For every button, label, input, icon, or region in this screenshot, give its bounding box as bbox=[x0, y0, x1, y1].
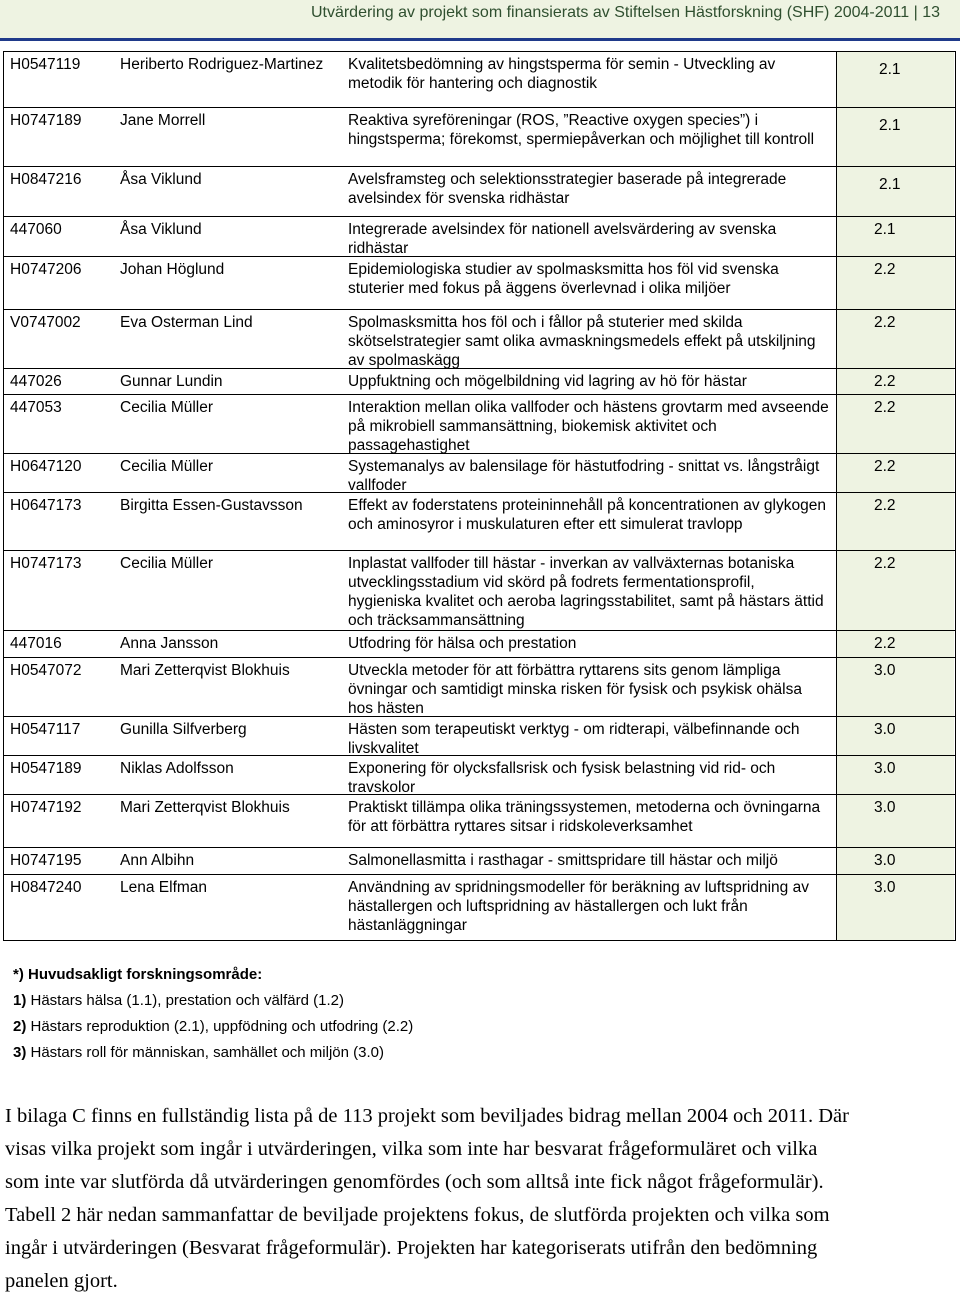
research-area bbox=[837, 493, 954, 550]
table-row bbox=[4, 453, 955, 492]
project-id: H0747189 bbox=[10, 112, 82, 129]
research-area-code: 2.1 bbox=[879, 61, 901, 78]
research-area bbox=[837, 717, 954, 755]
researcher-name: Gunnar Lundin bbox=[120, 373, 223, 390]
research-area-code: 2.2 bbox=[874, 635, 896, 652]
page-header bbox=[0, 0, 960, 38]
table-row bbox=[4, 394, 955, 453]
research-area bbox=[837, 369, 954, 394]
project-id: 447060 bbox=[10, 221, 62, 238]
table-row bbox=[4, 847, 955, 874]
project-title: Systemanalys av balensilage för hästutfodring - snittat vs. långstråigt vallfoder bbox=[342, 454, 837, 492]
researcher-name: Cecilia Müller bbox=[120, 458, 214, 475]
project-title: Inplastat vallfoder till hästar - inverkan av vallväxternas botaniska utvecklingsstadium vid skörd på fodrets fermentationsprofil, hygieniska kvalitet och aeroba lagringsstabilitet, samt på hästars ättid och träcksammansättning bbox=[342, 551, 837, 630]
project-id: H0747195 bbox=[10, 852, 82, 869]
footnote-item bbox=[13, 1014, 413, 1040]
project-title: Utveckla metoder för att förbättra ryttarens sits genom lämpliga övningar och samtidigt minska risken för fysisk och psykisk ohälsa hos hästen bbox=[342, 658, 837, 716]
table-row bbox=[4, 794, 955, 847]
researcher-name: Åsa Viklund bbox=[120, 171, 202, 188]
research-area-code: 3.0 bbox=[874, 879, 896, 896]
research-area-code: 2.1 bbox=[879, 117, 901, 134]
research-area-code: 2.1 bbox=[874, 221, 896, 238]
project-title: Avelsframsteg och selektionsstrategier baserade på integrerade avelsindex för svenska ridhästar bbox=[342, 167, 837, 216]
research-area-code: 2.2 bbox=[874, 497, 896, 514]
researcher-name: Johan Höglund bbox=[120, 261, 225, 278]
research-area bbox=[837, 217, 954, 256]
project-id: 447026 bbox=[10, 373, 62, 390]
research-area bbox=[837, 454, 954, 492]
project-title: Effekt av foderstatens proteininnehåll på koncentrationen av glykogen och aminosyror i muskulaturen efter ett simulerat travlopp bbox=[342, 493, 837, 550]
research-area-code: 3.0 bbox=[874, 799, 896, 816]
researcher-name: Cecilia Müller bbox=[120, 555, 214, 572]
footnote-text: Hästars reproduktion (2.1), uppfödning och utfodring (2.2) bbox=[26, 1018, 414, 1035]
table-row bbox=[4, 657, 955, 716]
footnote-title: *) Huvudsakligt forskningsområde: bbox=[13, 966, 263, 983]
research-area bbox=[837, 658, 954, 716]
table-row bbox=[4, 492, 955, 550]
research-area bbox=[837, 756, 954, 794]
researcher-name: Ann Albihn bbox=[120, 852, 195, 869]
table-row bbox=[4, 874, 955, 940]
researcher-name: Lena Elfman bbox=[120, 879, 208, 896]
project-id: H0547072 bbox=[10, 662, 82, 679]
footnote-number: 1) bbox=[13, 992, 27, 1009]
researcher-name: Gunilla Silfverberg bbox=[120, 721, 247, 738]
research-area-code: 2.2 bbox=[874, 458, 896, 475]
footnote-item bbox=[13, 1040, 413, 1066]
table-row bbox=[4, 755, 955, 794]
research-area bbox=[837, 52, 954, 107]
project-title: Integrerade avelsindex för nationell avelsvärdering av svenska ridhästar bbox=[342, 217, 837, 256]
research-area bbox=[837, 257, 954, 309]
table-row bbox=[4, 166, 955, 216]
research-area-code: 3.0 bbox=[874, 721, 896, 738]
body-paragraph: I bilaga C finns en fullständig lista på de 113 projekt som beviljades bidrag mellan 2004 och 2011. Där visas vilka projekt som ingår i utvärderingen, vilka som inte har besvarat frågeformuläret och vilka som inte var slutförda då utvärderingen genomfördes (och som alltså inte fick något frågeformulär). Tabell 2 här nedan sammanfattar de beviljade projektens fokus, de slutförda projekten och vilka som ingår i utvärderingen (Besvarat frågeformulär). Projekten har kategoriserats utifrån den bedömning panelen gjort. bbox=[5, 1105, 849, 1292]
table-row bbox=[4, 716, 955, 755]
header-rule bbox=[0, 38, 960, 41]
project-id: H0747173 bbox=[10, 555, 82, 572]
project-title: Reaktiva syreföreningar (ROS, ”Reactive oxygen species”) i hingstsperma; förekomst, spermiepåverkan och möjlighet till kontroll bbox=[342, 108, 837, 166]
project-title: Uppfuktning och mögelbildning vid lagring av hö för hästar bbox=[342, 369, 837, 394]
project-id: H0847240 bbox=[10, 879, 82, 896]
project-id: V0747002 bbox=[10, 314, 81, 331]
research-area bbox=[837, 631, 954, 657]
footnote-text: Hästars roll för människan, samhället och miljön (3.0) bbox=[26, 1044, 384, 1061]
project-title: Salmonellasmitta i rasthagar - smittspridare till hästar och miljö bbox=[342, 848, 837, 874]
researcher-name: Åsa Viklund bbox=[120, 221, 202, 238]
research-area bbox=[837, 310, 954, 368]
table-row bbox=[4, 309, 955, 368]
researcher-name: Birgitta Essen-Gustavsson bbox=[120, 497, 303, 514]
project-title: Utfodring för hälsa och prestation bbox=[342, 631, 837, 657]
research-area bbox=[837, 848, 954, 874]
project-title: Praktiskt tillämpa olika träningssystemen, metoderna och övningarna för att förbättra ryttares sitsar i ridskoleverksamhet bbox=[342, 795, 837, 847]
research-area-code: 3.0 bbox=[874, 852, 896, 869]
researcher-name: Eva Osterman Lind bbox=[120, 314, 253, 331]
project-id: 447053 bbox=[10, 399, 62, 416]
footnote-item bbox=[13, 988, 413, 1014]
project-title: Exponering för olycksfallsrisk och fysisk belastning vid rid- och travskolor bbox=[342, 756, 837, 794]
project-id: H0847216 bbox=[10, 171, 82, 188]
research-area-code: 2.2 bbox=[874, 399, 896, 416]
project-title: Interaktion mellan olika vallfoder och hästens grovtarm med avseende på mikrobiell sammansättning, biokemisk aktivitet och passagehastighet bbox=[342, 395, 837, 453]
research-area-code: 2.2 bbox=[874, 314, 896, 331]
research-area-code: 2.2 bbox=[874, 555, 896, 572]
project-title: Epidemiologiska studier av spolmasksmitta hos föl vid svenska stuterier med fokus på äggens överlevnad i olika miljöer bbox=[342, 257, 837, 309]
project-title: Spolmasksmitta hos föl och i fållor på stuterier med skilda skötselstrategier samt olika avmaskningsmedels effekt på utskiljning av spolmaskägg bbox=[342, 310, 837, 368]
researcher-name: Niklas Adolfsson bbox=[120, 760, 234, 777]
research-area-code: 3.0 bbox=[874, 662, 896, 679]
footnotes bbox=[13, 962, 413, 1066]
researcher-name: Anna Jansson bbox=[120, 635, 219, 652]
project-id: H0547117 bbox=[10, 721, 81, 738]
project-title: Hästen som terapeutiskt verktyg - om ridterapi, välbefinnande och livskvalitet bbox=[342, 717, 837, 755]
research-area-code: 2.1 bbox=[879, 176, 901, 193]
table-row bbox=[4, 52, 955, 107]
researcher-name: Mari Zetterqvist Blokhuis bbox=[120, 662, 290, 679]
researcher-name: Mari Zetterqvist Blokhuis bbox=[120, 799, 290, 816]
table-row bbox=[4, 630, 955, 657]
project-id: H0547119 bbox=[10, 56, 81, 73]
project-id: H0647173 bbox=[10, 497, 82, 514]
header-text: Utvärdering av projekt som finansierats av Stiftelsen Hästforskning (SHF) 2004-2011 | 13 bbox=[310, 4, 940, 21]
research-area-code: 3.0 bbox=[874, 760, 896, 777]
research-area bbox=[837, 551, 954, 630]
research-area bbox=[837, 875, 954, 940]
researcher-name: Jane Morrell bbox=[120, 112, 206, 129]
project-id: H0647120 bbox=[10, 458, 82, 475]
research-area bbox=[837, 395, 954, 453]
research-area-code: 2.2 bbox=[874, 261, 896, 278]
research-area bbox=[837, 108, 954, 166]
table-row bbox=[4, 550, 955, 630]
table-row bbox=[4, 368, 955, 394]
project-title: Kvalitetsbedömning av hingstsperma för semin - Utveckling av metodik för hantering och diagnostik bbox=[342, 52, 837, 107]
research-area bbox=[837, 795, 954, 847]
project-id: 447016 bbox=[10, 635, 62, 652]
projects-table bbox=[3, 51, 956, 941]
researcher-name: Heriberto Rodriguez-Martinez bbox=[120, 56, 324, 73]
project-id: H0747206 bbox=[10, 261, 82, 278]
footnote-number: 3) bbox=[13, 1044, 27, 1061]
footnote-text: Hästars hälsa (1.1), prestation och välfärd (1.2) bbox=[26, 992, 344, 1009]
table-row bbox=[4, 256, 955, 309]
table-row bbox=[4, 107, 955, 166]
project-title: Användning av spridningsmodeller för beräkning av luftspridning av hästallergen och luftspridning av hästallergen och lukt från hästanläggningar bbox=[342, 875, 837, 940]
table-row bbox=[4, 216, 955, 256]
project-id: H0547189 bbox=[10, 760, 82, 777]
project-id: H0747192 bbox=[10, 799, 82, 816]
research-area-code: 2.2 bbox=[874, 373, 896, 390]
footnote-number: 2) bbox=[13, 1018, 27, 1035]
research-area bbox=[837, 167, 954, 216]
researcher-name: Cecilia Müller bbox=[120, 399, 214, 416]
